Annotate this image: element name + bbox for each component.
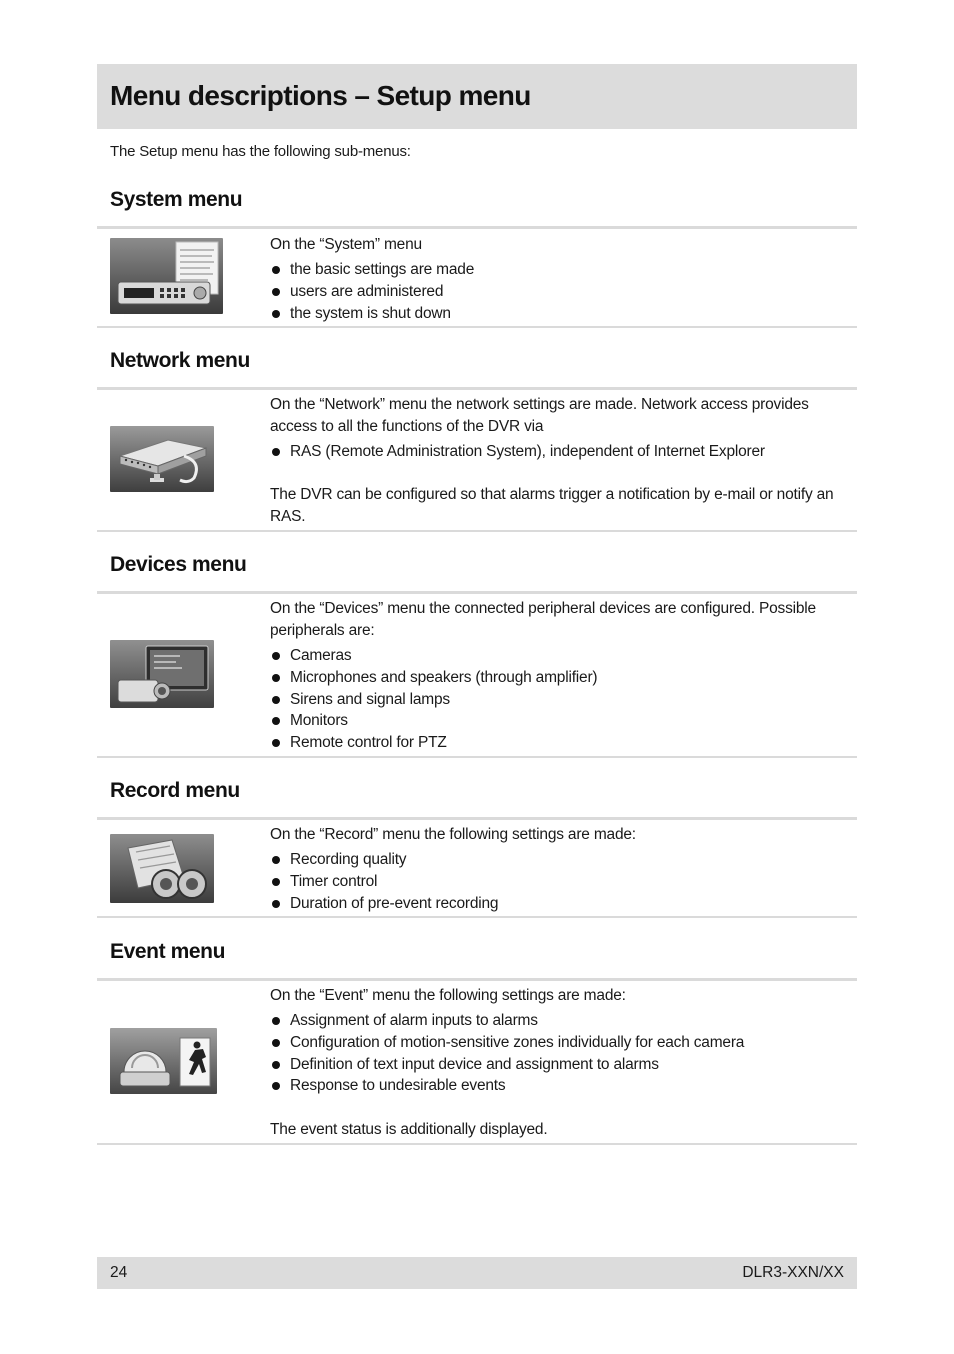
section-heading-network: Network menu xyxy=(110,349,250,372)
title-bar xyxy=(97,64,857,129)
list-item: Configuration of motion-sensitive zones individually for each camera xyxy=(270,1032,845,1054)
bullet-list xyxy=(270,259,845,324)
event-icon xyxy=(110,1028,217,1094)
intro-text: The Setup menu has the following sub-menus: xyxy=(110,143,411,160)
section-system xyxy=(97,226,857,328)
list-item: Duration of pre-event recording xyxy=(270,893,845,915)
bullet-list xyxy=(270,849,845,914)
section-heading-devices: Devices menu xyxy=(110,553,247,576)
bullet-list xyxy=(270,645,845,754)
list-item: Microphones and speakers (through amplifier) xyxy=(270,667,845,689)
section-heading-system: System menu xyxy=(110,188,243,211)
list-item: users are administered xyxy=(270,281,845,303)
section-network xyxy=(97,387,857,532)
section-record xyxy=(97,817,857,918)
list-item: Recording quality xyxy=(270,849,845,871)
list-item: Assignment of alarm inputs to alarms xyxy=(270,1010,845,1032)
document-id: DLR3-XXN/XX xyxy=(742,1264,844,1281)
network-icon xyxy=(110,426,214,492)
section-note: The event status is additionally displayed. xyxy=(270,1121,548,1139)
list-item: Definition of text input device and assignment to alarms xyxy=(270,1054,845,1076)
section-heading-record: Record menu xyxy=(110,779,240,802)
bullet-list xyxy=(270,1010,845,1097)
devices-icon xyxy=(110,640,214,708)
list-item: RAS (Remote Administration System), independent of Internet Explorer xyxy=(270,441,845,463)
list-item: Timer control xyxy=(270,871,845,893)
list-item: Cameras xyxy=(270,645,845,667)
section-system-text xyxy=(270,234,845,324)
record-icon xyxy=(110,834,214,903)
page-footer xyxy=(97,1257,857,1289)
list-item: Remote control for PTZ xyxy=(270,732,845,754)
page-title: Menu descriptions – Setup menu xyxy=(110,80,531,111)
list-item: the system is shut down xyxy=(270,303,845,325)
list-item: Monitors xyxy=(270,710,845,732)
section-lead: On the “Devices” menu the connected peripheral devices are configured. Possible peripherals are: xyxy=(270,600,816,639)
section-devices-text xyxy=(270,598,845,754)
section-lead: On the “System” menu xyxy=(270,236,422,253)
section-note: The DVR can be configured so that alarms trigger a notification by e-mail or notify an RAS. xyxy=(270,485,834,525)
section-devices xyxy=(97,591,857,758)
section-event-text xyxy=(270,985,845,1141)
section-lead: On the “Network” menu the network settings are made. Network access provides access to all the functions of the DVR via xyxy=(270,396,809,435)
bullet-list xyxy=(270,441,845,463)
list-item: the basic settings are made xyxy=(270,259,845,281)
section-network-text xyxy=(270,394,845,528)
section-record-text xyxy=(270,824,845,914)
page-number: 24 xyxy=(110,1264,128,1281)
list-item: Response to undesirable events xyxy=(270,1075,845,1097)
section-lead: On the “Record” menu the following settings are made: xyxy=(270,826,636,843)
system-icon xyxy=(110,238,223,314)
list-item: Sirens and signal lamps xyxy=(270,689,845,711)
section-lead: On the “Event” menu the following settings are made: xyxy=(270,987,626,1004)
section-event xyxy=(97,978,857,1145)
section-heading-event: Event menu xyxy=(110,940,226,963)
